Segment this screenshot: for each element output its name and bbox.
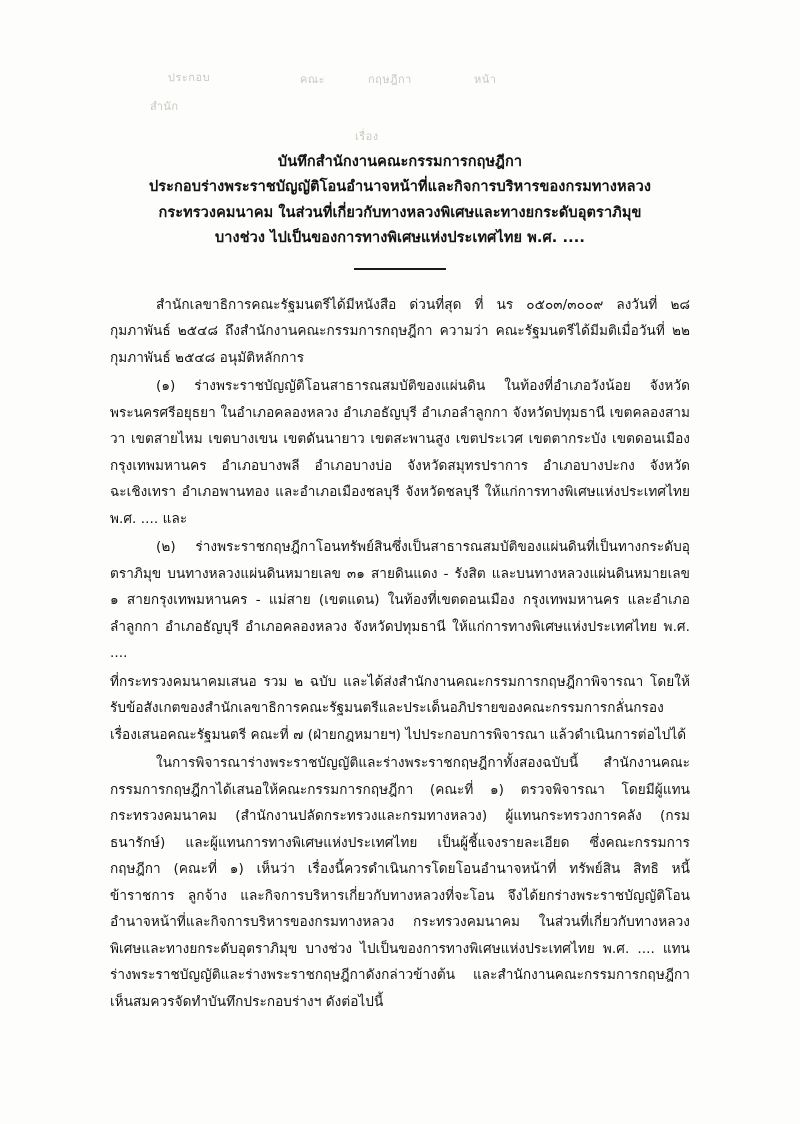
scan-artifact-text: สำนัก [150,100,179,113]
paragraph-intro: สำนักเลขาธิการคณะรัฐมนตรีได้มีหนังสือ ด่วนที่สุด ที่ นร ๐๕๐๓/๓๐๐๙ ลงวันที่ ๒๘ กุมภาพันธ์ ๒๕๔๘ ถึงสำนักงานคณะกรรมการกฤษฎีกา ความว่า คณะรัฐมนตรีได้มีมติเมื่อวันที่ ๒๒ กุมภาพันธ์ ๒๕๔๘ อนุมัติหลักการ [110,296,690,366]
title-line-2: ประกอบร่างพระราชบัญญัติโอนอำนาจหน้าที่และกิจการบริหารของกรมทางหลวง [148,179,652,196]
paragraph-item-2: (๒) ร่างพระราชกฤษฎีกาโอนทรัพย์สินซึ่งเป็นสาธารณสมบัติของแผ่นดินที่เป็นทางกระดับอุตราภิมุข บนทางหลวงแผ่นดินหมายเลข ๓๑ สายดินแดง - รังสิต และบนทางหลวงแผ่นดินหมายเลข ๑ สายกรุงเทพมหานคร - แม่สาย (เขตแดน) ในท้องที่เขตดอนเมือง กรุงเทพมหานคร และอำเภอลำลูกกา อำเภอธัญบุรี อำเภอคลองหลวง จังหวัดปทุมธานี ให้แก่การทางพิเศษแห่งประเทศไทย พ.ศ. .... [110,539,690,661]
paragraph-item-1: (๑) ร่างพระราชบัญญัติโอนสาธารณสมบัติของแผ่นดิน ในท้องที่อำเภอวังน้อย จังหวัดพระนครศรีอยุธยา ในอำเภอคลองหลวง อำเภอธัญบุรี อำเภอลำลูกกา จังหวัดปทุมธานี เขตคลองสามวา เขตสายไหม เขตบางเขน เขตดันนายาว เขตสะพานสูง เขตประเวศ เขตตากระบัง เขตดอนเมือง กรุงเทพมหานคร อำเภอบางพลี อำเภอบางบ่อ จังหวัดสมุทรปราการ อำเภอบางปะกง จังหวัดฉะเชิงเทรา อำเภอพานทอง และอำเภอเมืองชลบุรี จังหวัดชลบุรี ให้แก่การทางพิเศษแห่งประเทศไทย พ.ศ. .... และ [110,378,690,527]
document-title-block [110,150,690,252]
scan-artifact-text: เรื่อง [355,130,379,143]
document-body [110,150,690,1015]
paragraph-submission: ที่กระทรวงคมนาคมเสนอ รวม ๒ ฉบับ และได้ส่งสำนักงานคณะกรรมการกฤษฎีกาพิจารณา โดยให้รับข้อสังเกตของสำนักเลขาธิการคณะรัฐมนตรีและประเด็นอภิปรายของคณะกรรมการกลั่นกรองเรื่องเสนอคณะรัฐมนตรี คณะที่ ๗ (ฝ่ายกฎหมายฯ) ไปประกอบการพิจารณา แล้วดำเนินการต่อไปได้ [110,673,690,743]
title-line-3: กระทรวงคมนาคม ในส่วนที่เกี่ยวกับทางหลวงพิเศษและทางยกระดับอุตราภิมุข [158,204,642,221]
title-line-1: บันทึกสำนักงานคณะกรรมการกฤษฎีกา [277,154,523,170]
scan-artifacts-layer [0,0,800,143]
paragraph-consideration: ในการพิจารณาร่างพระราชบัญญัติและร่างพระราชกฤษฎีกาทั้งสองฉบับนี้ สำนักงานคณะกรรมการกฤษฎีกาได้เสนอให้คณะกรรมการกฤษฎีกา (คณะที่ ๑) ตรวจพิจารณา โดยมีผู้แทนกระทรวงคมนาคม (สำนักงานปลัดกระทรวงและกรมทางหลวง) ผู้แทนกระทรวงการคลัง (กรมธนารักษ์) และผู้แทนการทางพิเศษแห่งประเทศไทย เป็นผู้ชี้แจงรายละเอียด ซึ่งคณะกรรมการกฤษฎีกา (คณะที่ ๑) เห็นว่า เรื่องนี้ควรดำเนินการโดยโอนอำนาจหน้าที่ ทรัพย์สิน สิทธิ หนี้ ข้าราชการ ลูกจ้าง และกิจการบริหารเกี่ยวกับทางหลวงที่จะโอน จึงได้ยกร่างพระราชบัญญัติโอนอำนาจหน้าที่และกิจการบริหารของกรมทางหลวง กระทรวงคมนาคม ในส่วนที่เกี่ยวกับทางหลวงพิเศษและทางยกระดับอุตราภิมุข บางช่วง ไปเป็นของการทางพิเศษแห่งประเทศไทย พ.ศ. .... แทนร่างพระราชบัญญัติและร่างพระราชกฤษฎีกาดังกล่าวข้างต้น และสำนักงานคณะกรรมการกฤษฎีกาเห็นสมควรจัดทำบันทึกประกอบร่างฯ ดังต่อไปนี้ [110,755,690,1010]
title-divider [354,268,446,270]
title-line-4: บางช่วง ไปเป็นของการทางพิเศษแห่งประเทศไทย พ.ศ. .... [214,230,585,247]
scan-artifact-text: ประกอบ [167,70,211,85]
scan-artifact-text: หน้า [474,73,497,86]
scan-artifact-text: คณะ [300,73,325,86]
scan-artifact-text: กฤษฎีกา [368,73,412,86]
